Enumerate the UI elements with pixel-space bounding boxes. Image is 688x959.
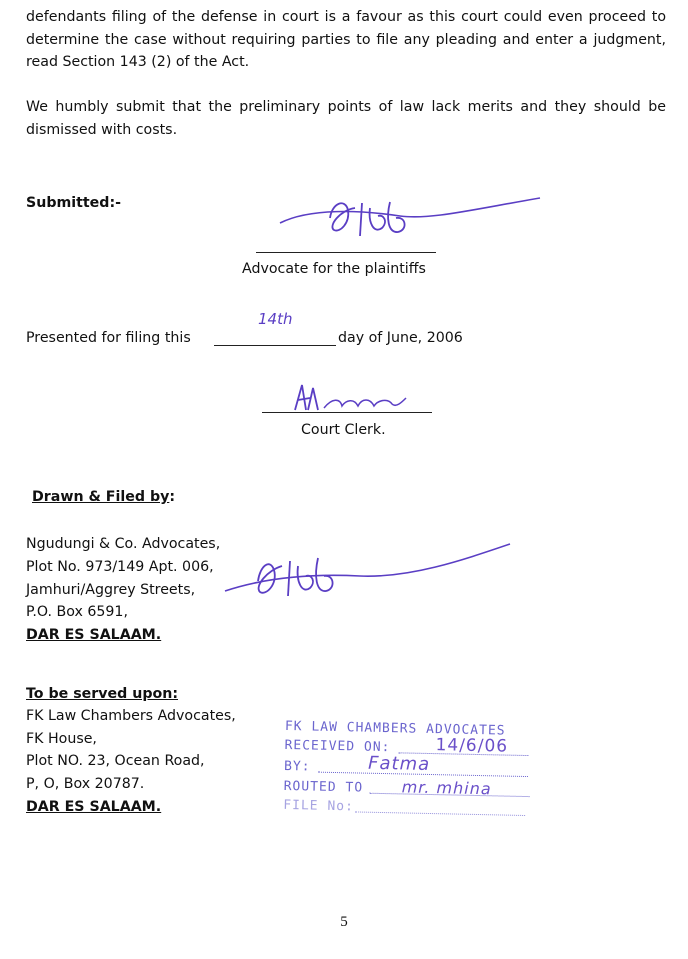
drawn-filed-heading-text: Drawn & Filed by	[32, 489, 170, 505]
drawn-filed-heading-colon: :	[169, 489, 176, 505]
stamp-file-label: FILE No:	[283, 797, 355, 815]
body-paragraph-2: We humbly submit that the preliminary points of law lack merits and they should be dismissed with costs.	[26, 99, 666, 138]
drawn-filed-line-4: P.O. Box 6591,	[26, 604, 128, 620]
drawn-filed-heading	[32, 486, 175, 509]
clerk-signature	[280, 380, 420, 416]
stamp-received-value: 14/6/06	[435, 735, 509, 757]
stamp-firm: FK LAW CHAMBERS ADVOCATES	[284, 718, 506, 739]
stamp-routed-value: mr. mhina	[401, 777, 492, 799]
stamp-by-value: Fatma	[367, 752, 431, 775]
stamp-by-label: BY:	[283, 758, 311, 775]
filer-signature	[210, 536, 520, 606]
clerk-signature-line	[262, 412, 432, 413]
filing-handwritten-day: 14th	[258, 310, 293, 328]
drawn-filed-line-3: Jamhuri/Aggrey Streets,	[26, 582, 196, 598]
advocate-caption: Advocate for the plaintiffs	[242, 261, 426, 277]
stamp-file-dots	[355, 811, 525, 816]
drawn-filed-city: DAR ES SALAAM.	[26, 627, 162, 643]
served-upon-city: DAR ES SALAAM.	[26, 799, 162, 815]
served-upon-line-3: Plot NO. 23, Ocean Road,	[26, 753, 205, 769]
filing-day-line	[214, 345, 336, 346]
drawn-filed-line-2: Plot No. 973/149 Apt. 006,	[26, 559, 214, 575]
page-number: 5	[340, 914, 348, 930]
served-upon-line-2: FK House,	[26, 731, 97, 747]
stamp-routed-label: ROUTED TO	[283, 778, 364, 796]
clerk-caption: Court Clerk.	[301, 422, 386, 438]
advocate-signature	[270, 188, 560, 248]
advocate-signature-line	[256, 252, 436, 253]
body-paragraph-1: defendants filing of the defense in court is a favour as this court could even proceed to determine the case without requiring parties to file any pleading and enter a judgment, read Section 143 (2) of the Act.	[26, 9, 666, 70]
received-stamp	[279, 719, 581, 825]
served-upon-line-4: P, O, Box 20787.	[26, 776, 145, 792]
served-upon-line-1: FK Law Chambers Advocates,	[26, 708, 236, 724]
drawn-filed-line-1: Ngudungi & Co. Advocates,	[26, 536, 221, 552]
filing-text-after: day of June, 2006	[338, 330, 463, 346]
stamp-received-label: RECEIVED ON:	[284, 737, 391, 756]
served-upon-heading: To be served upon:	[26, 686, 179, 702]
submitted-label: Submitted:-	[26, 195, 122, 211]
filing-text-before: Presented for filing this	[26, 330, 191, 346]
